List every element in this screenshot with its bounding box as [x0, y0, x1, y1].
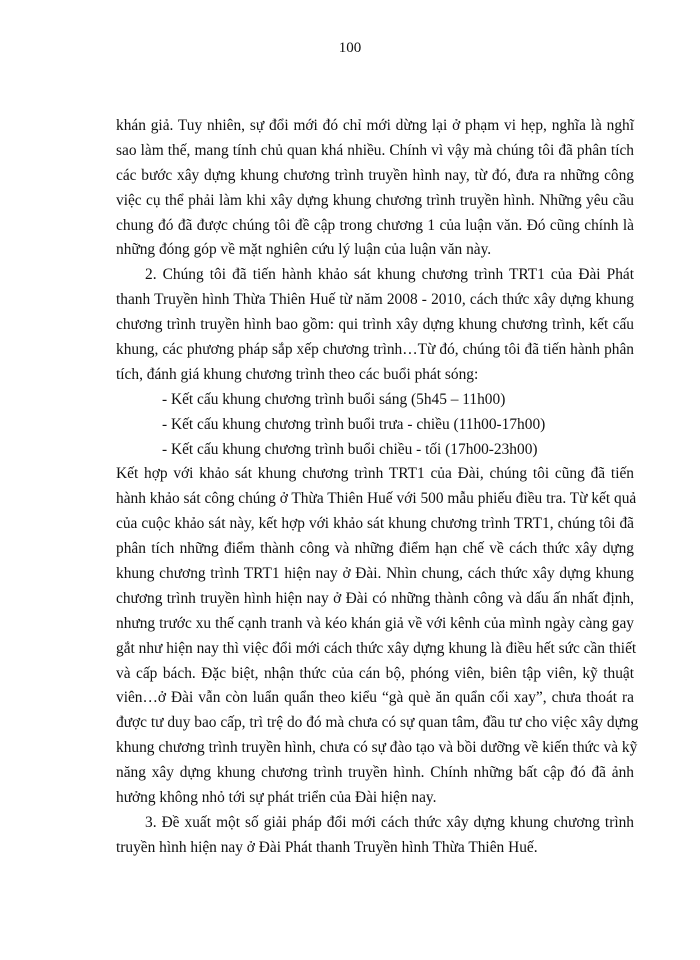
text-line: chương trình truyền hình hiện nay ở Đài có những thành công và dấu ấn nhất định,	[116, 589, 634, 607]
text-line: chung đó đã được chúng tôi đề cập trong chương 1 của luận văn. Đó cũng chính là	[116, 216, 634, 234]
text-line: các bước xây dựng khung chương trình truyền hình nay, từ đó, đưa ra những công	[116, 166, 634, 184]
text-line: được tư duy bao cấp, trì trệ do đó mà chưa có sự quan tâm, đầu tư cho việc xây dựng	[116, 714, 639, 732]
text-line: Kết hợp với khảo sát khung chương trình TRT1 của Đài, chúng tôi cũng đã tiến	[116, 465, 634, 483]
text-line: của cuộc khảo sát này, kết hợp với khảo sát khung chương trình TRT1, chúng tôi đã	[116, 515, 634, 533]
text-line: khung, các phương pháp sắp xếp chương trình…Từ đó, chúng tôi đã tiến hành phân	[116, 341, 634, 359]
bullet-item: - Kết cấu khung chương trình buổi chiều - tối (17h00-23h00)	[162, 440, 538, 458]
page-number: 100	[338, 40, 362, 56]
text-line: nhưng trước xu thế cạnh tranh và kéo khán giả về với kênh của mình ngày càng gay	[116, 614, 634, 632]
text-line: hành khảo sát công chúng ở Thừa Thiên Huế với 500 mẫu phiếu điều tra. Từ kết quả	[116, 490, 637, 508]
text-line: tích, đánh giá khung chương trình theo các buổi phát sóng:	[116, 365, 479, 383]
text-line: truyền hình hiện nay ở Đài Phát thanh Truyền hình Thừa Thiên Huế.	[116, 838, 538, 856]
text-line: gắt như hiện nay thì việc đổi mới cách thức xây dựng khung là điều hết sức cần thiết	[116, 639, 637, 657]
text-line: phân tích những điểm thành công và những điểm hạn chế về cách thức xây dựng	[116, 540, 634, 558]
text-line: hưởng không nhỏ tới sự phát triển của Đài hiện nay.	[116, 789, 437, 807]
text-line: những đóng góp về mặt nghiên cứu lý luận của luận văn này.	[116, 241, 492, 259]
text-line: việc cụ thể phải làm khi xây dựng khung chương trình truyền hình. Những yêu cầu	[116, 191, 634, 209]
text-line: năng xây dựng khung chương trình truyền hình. Chính những bất cập đó đã ảnh	[116, 764, 634, 782]
text-line: chương trình truyền hình bao gồm: qui trình xây dựng khung chương trình, kết cấu	[116, 316, 634, 334]
text-line: khung chương trình truyền hình, chưa có sự đào tạo và bồi dưỡng về kiến thức và kỹ	[116, 739, 638, 757]
text-line: 3. Đề xuất một số giải pháp đổi mới cách thức xây dựng khung chương trình	[145, 813, 634, 831]
text-line: 2. Chúng tôi đã tiến hành khảo sát khung chương trình TRT1 của Đài Phát	[145, 266, 634, 284]
bullet-item: - Kết cấu khung chương trình buổi trưa - chiều (11h00-17h00)	[162, 415, 546, 433]
text-line: sao làm thế, mang tính chủ quan khá nhiều. Chính vì vậy mà chúng tôi đã phân tích	[116, 141, 634, 159]
text-line: thanh Truyền hình Thừa Thiên Huế từ năm 2008 - 2010, cách thức xây dựng khung	[116, 291, 634, 309]
bullet-item: - Kết cấu khung chương trình buổi sáng (5h45 – 11h00)	[162, 390, 506, 408]
text-line: và cấp bách. Đặc biệt, nhận thức của cán bộ, phóng viên, biên tập viên, kỹ thuật	[116, 664, 634, 682]
body-text	[116, 114, 639, 861]
text-line: khung chương trình TRT1 hiện nay ở Đài. Nhìn chung, cách thức xây dựng khung	[116, 565, 634, 583]
text-line: viên…ở Đài vẫn còn luẩn quẩn theo kiểu “gà què ăn quẩn cối xay”, chưa thoát ra	[116, 689, 634, 707]
text-line: khán giả. Tuy nhiên, sự đổi mới đó chỉ mới dừng lại ở phạm vi hẹp, nghĩa là nghĩ	[116, 117, 634, 134]
